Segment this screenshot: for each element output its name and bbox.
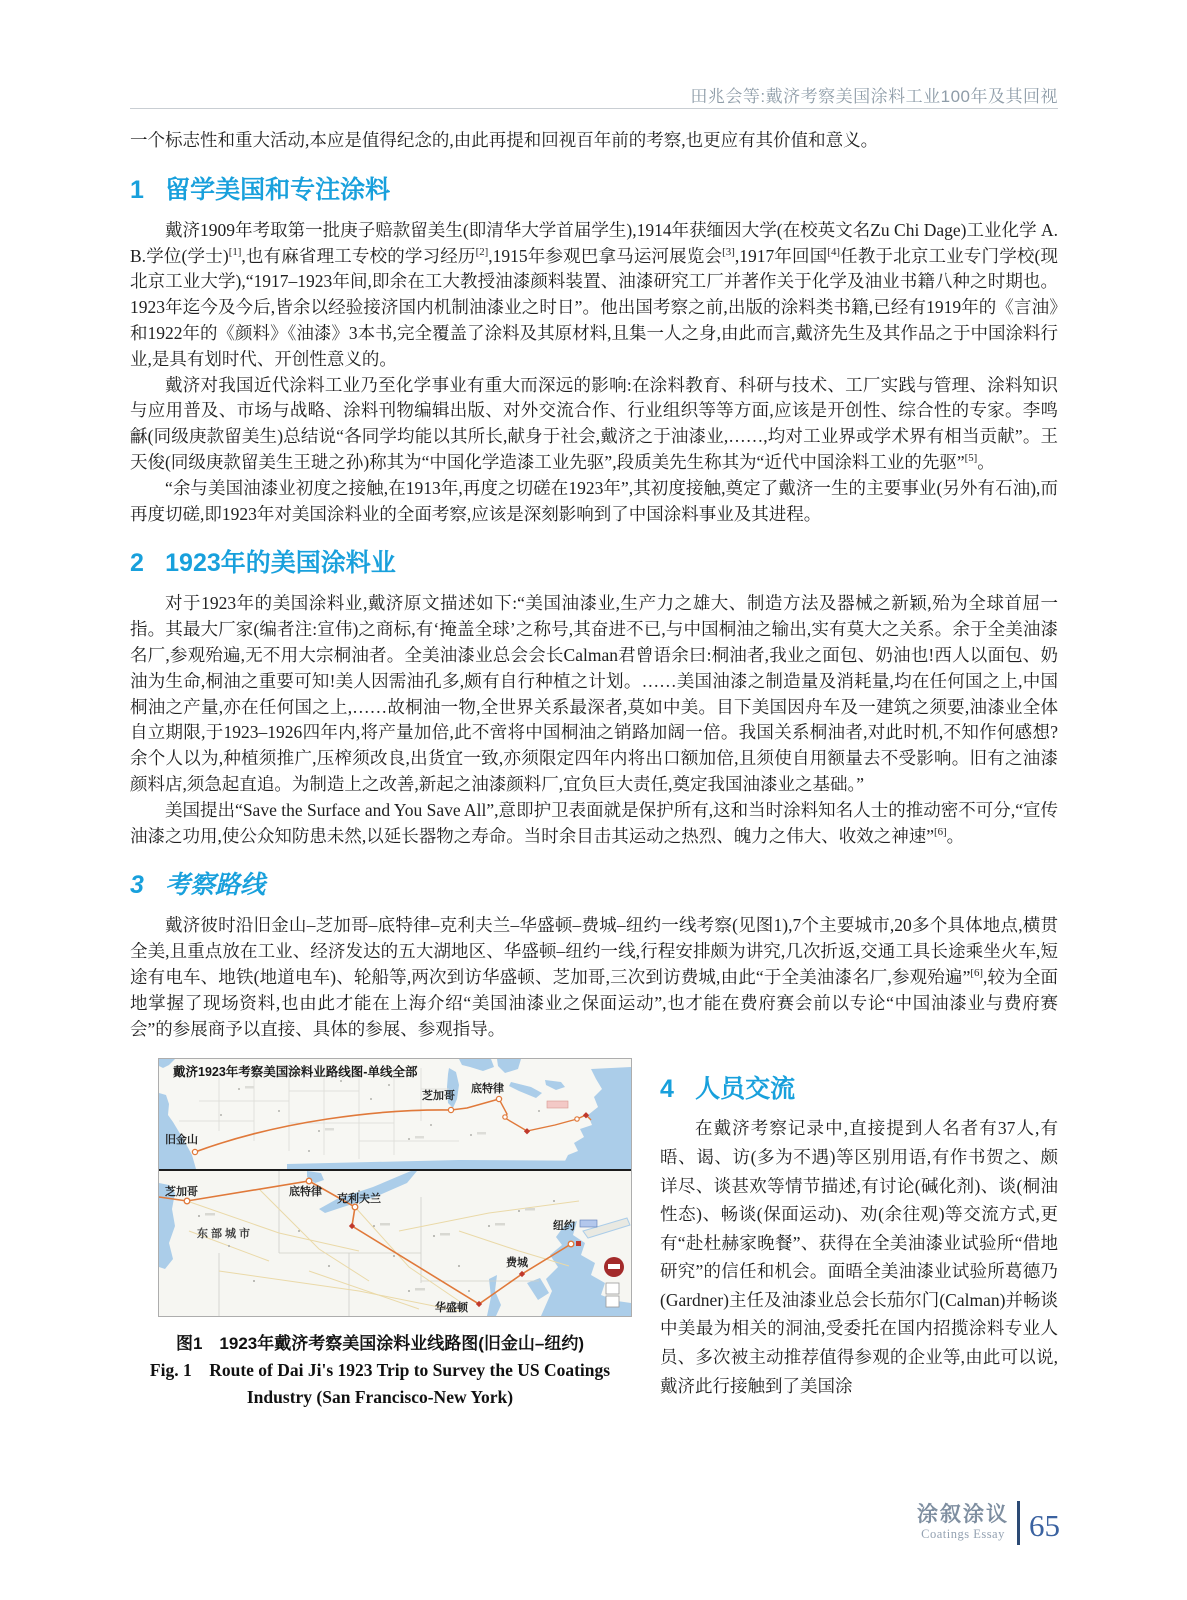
- intro-paragraph: 一个标志性和重大活动,本应是值得纪念的,由此再提和回视百年前的考察,也更应有其价值和意义。: [130, 130, 879, 150]
- journal-name-en: Coatings Essay: [921, 1527, 1005, 1541]
- map-label-new-york: 纽约: [553, 1220, 575, 1233]
- map-zoom-in-button: [606, 1283, 619, 1294]
- section-heading-3: [130, 870, 1058, 900]
- journal-name-cn: 涂叙涂议: [917, 1503, 1009, 1526]
- section-title: 人员交流: [695, 1075, 796, 1104]
- paragraph: 在戴济考察记录中,直接提到人名者有37人,有晤、谒、访(多为不遇)等区别用语,有作书贺之、颇详尽、谈甚欢等情节描述,有讨论(碱化剂)、谈(桐油性态)、畅谈(保面运动)、劝(余往观)等交流方式,更有“赴杜赫家晚餐”、获得在全美油漆业试验所“借地研究”的信任和机会。面晤全美油漆业试验所葛德乃(Gardner)主任及油漆业总会长茄尔门(Calman)并畅谈中美最为相关的洞油,受委托在国内招揽涂料专业人员、多次被主动推荐值得参观的企业等,由此可以说,戴济此行接触到了美国涂: [660, 1118, 1058, 1396]
- section-heading-2: [130, 548, 1058, 578]
- paragraph: “余与美国油漆业初度之接触,在1913年,再度之切磋在1923年”,其初度接触,奠定了戴济一生的主要事业(另外有石油),而再度切磋,即1923年对美国涂料业的全面考察,应该是深刻影响到了中国涂料事业及其进程。: [130, 477, 1058, 524]
- footer-divider-bar: [1017, 1501, 1020, 1545]
- section-title: 1923年的美国涂料业: [165, 549, 396, 578]
- paragraph: 戴济彼时沿旧金山–芝加哥–底特律–克利夫兰–华盛顿–费城–纽约一线考察(见图1),7个主要城市,20多个具体地点,横贯全美,且重点放在工业、经济发达的五大湖地区、华盛顿–纽约一线,行程安排颇为讲究,几次折返,交通工具长途乘坐火车,短途有电车、地铁(地道电车)、轮船等,两次到访华盛顿、芝加哥,三次到访费城,由此“于全美油漆名厂,参观殆遍”[6],较为全面地掌握了现场资料,也由此才能在上海介绍“美国油漆业之保面运动”,也才能在费府赛会前以专论“中国油漆业与费府赛会”的参展商予以直接、具体的参展、参观指导。: [130, 915, 1059, 1039]
- map-title: 戴济1923年考察美国涂料业路线图-单线全部: [173, 1065, 418, 1080]
- map-label-cleveland: 克利夫兰: [337, 1193, 381, 1206]
- map-control-badge-stripe: [608, 1264, 620, 1269]
- map-label-eastern-cities: 东部城市: [197, 1228, 253, 1241]
- paragraph: 戴济对我国近代涂料工业乃至化学事业有重大而深远的影响:在涂料教育、科研与技术、工厂实践与管理、涂料知识与应用普及、市场与战略、涂料刊物编辑出版、对外交流合作、行业组织等等方面,应该是开创性、综合性的专家。李鸣龢(同级庚款留美生)总结说“各同学均能以其所长,献身于社会,戴济之于油漆业,……,均对工业界或学术界有相当贡献”。王天俊(同级庚款留美生王琎之孙)称其为“中国化学造漆工业先驱”,段质美先生称其为“近代中国涂料工业的先驱”[5]。: [130, 374, 1058, 472]
- map-zoom-out-button: [606, 1296, 619, 1307]
- map-label-philadelphia: 费城: [506, 1257, 528, 1270]
- section-number: 4: [660, 1075, 674, 1104]
- section-title: 留学美国和专注涂料: [165, 175, 391, 204]
- map-label-detroit: 底特律: [289, 1186, 322, 1199]
- section-number: 3: [130, 871, 144, 900]
- route-map-figure: [158, 1058, 632, 1317]
- map-label-washington: 华盛顿: [435, 1302, 468, 1315]
- map-highlight-box: [547, 1101, 568, 1108]
- two-column-zone: [130, 1058, 1058, 1410]
- right-column: [660, 1058, 1058, 1410]
- map-label-detroit: 底特律: [471, 1083, 504, 1096]
- map-label-chicago: 芝加哥: [165, 1186, 198, 1199]
- page-number: 65: [1029, 1508, 1060, 1543]
- page-footer: [917, 1498, 1060, 1548]
- map-highlight-box: [580, 1220, 597, 1227]
- header-rule: [130, 108, 1058, 109]
- paragraph: 对于1923年的美国涂料业,戴济原文描述如下:“美国油漆业,生产力之雄大、制造方法及器械之新颖,殆为全球首屈一指。其最大厂家(编者注:宣伟)之商标,有‘掩盖全球’之称号,其奋进不已,与中国桐油之输出,实有莫大之关系。余于全美油漆名厂,参观殆遍,无不用大宗桐油者。全美油漆业总会会长Calman君曾语余曰:桐油者,我业之面包、奶油也!西人以面包、奶油为生命,桐油之重要可知!美人因需油孔多,颇有自行种植之计划。……美国油漆之制造量及消耗量,均在任何国之上,中国桐油之产量,亦在任何国之上,……故桐油一物,全世界关系最深者,莫如中美。目下美国因舟车及一建筑之须要,油漆业全体自立期限,于1923–1926四年内,将产量加倍,此不啻将中国桐油之销路加阔一倍。我国关系桐油者,对此时机,不知作何感想?余个人以为,种植须推广,压榨须改良,出货宜一致,亦须限定四年内将出口额加倍,且须使自用额量去不受影响。旧有之油漆颜料店,须急起直追。为制造上之改善,新起之油漆颜料厂,宜负巨大责任,奠定我国油漆业之基础。”: [130, 593, 1058, 794]
- section-number: 2: [130, 549, 144, 578]
- paragraph: 美国提出“Save the Surface and You Save All”,意即护卫表面就是保护所有,这和当时涂料知名人士的推动密不可分,“宣传油漆之功用,使公众知防患未然,以延长器物之寿命。当时余目击其运动之热烈、魄力之伟大、收效之神速”[6]。: [130, 799, 1058, 846]
- journal-mark: [917, 1504, 1009, 1542]
- section-heading-4: [660, 1074, 1058, 1104]
- figure-caption-en-line2: Industry (San Francisco-New York): [246, 1387, 514, 1408]
- figure-column: [130, 1058, 630, 1410]
- route-map-northeast: [159, 1171, 631, 1316]
- map-label-san-francisco: 旧金山: [165, 1134, 198, 1147]
- running-header: 田兆会等:戴济考察美国涂料工业100年及其回视: [690, 87, 1058, 106]
- section-number: 1: [130, 175, 144, 204]
- route-map-usa: [159, 1059, 631, 1169]
- page-content: [130, 128, 1058, 1410]
- section-title: 考察路线: [165, 871, 266, 900]
- paragraph: 戴济1909年考取第一批庚子赔款留美生(即清华大学首届学生),1914年获缅因大学(在校英文名Zu Chi Dage)工业化学 A. B.学位(学士)[1],也有麻省理工专校的学习经历[2],1915年参观巴拿马运河展览会[3],1917年回国[4]任教于北京工业专门学校(现北京工业大学),“1917–1923年间,即余在工大教授油漆颜料装置、油漆研究工厂并著作关于化学及油业书籍八种之时期也。1923年迄今及今后,皆余以经验接济国内机制油漆业之时日”。他出国考察之前,出版的涂料类书籍,已经有1919年的《言油》和1922年的《颜料》《油漆》3本书,完全覆盖了涂料及其原材料,且集一人之身,由此而言,戴济先生及其作品之于中国涂料行业,是具有划时代、开创性意义的。: [130, 219, 1059, 369]
- section-heading-1: [130, 175, 1058, 205]
- figure-caption-cn: 图1 1923年戴济考察美国涂料业线路图(旧金山–纽约): [175, 1334, 585, 1354]
- figure-caption-en-line1: Fig. 1 Route of Dai Ji's 1923 Trip to Survey the US Coatings: [149, 1360, 611, 1381]
- map-label-chicago: 芝加哥: [422, 1090, 455, 1103]
